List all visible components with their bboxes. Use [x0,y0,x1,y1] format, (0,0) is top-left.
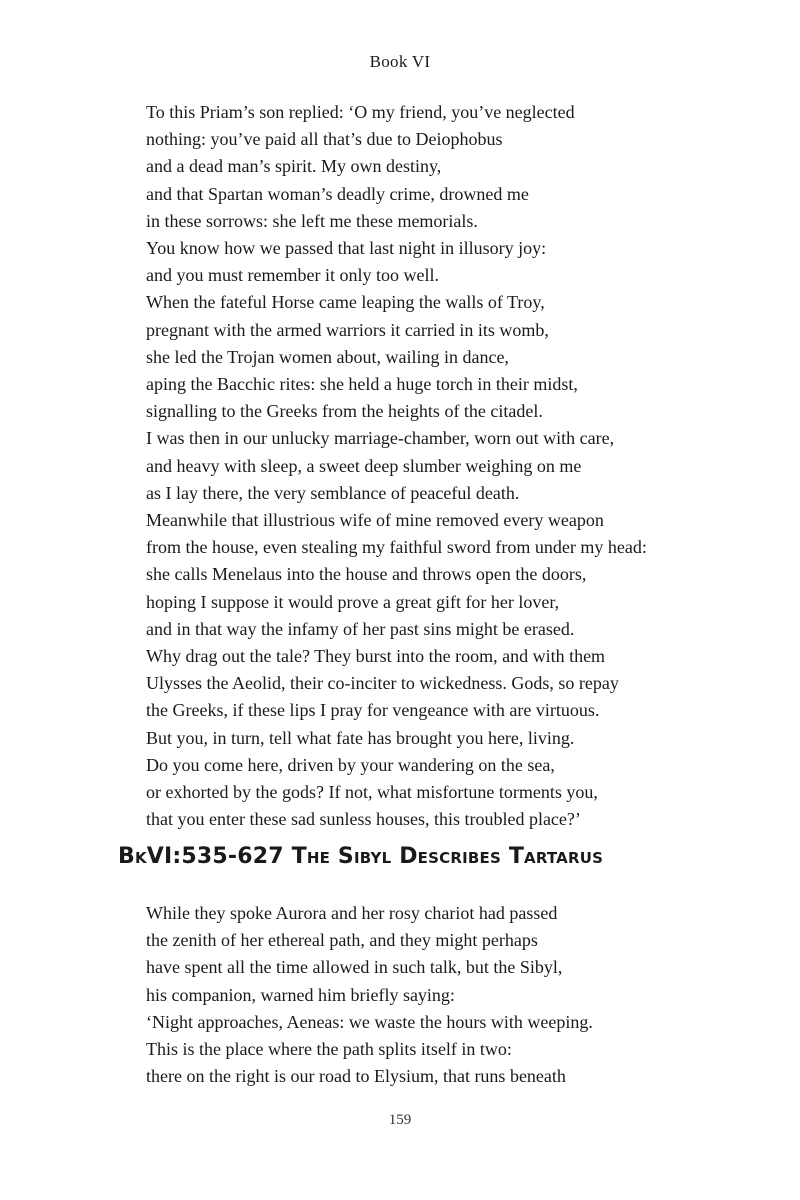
verse-line: and you must remember it only too well. [146,265,439,286]
verse-line: there on the right is our road to Elysium, that runs beneath [146,1066,566,1087]
verse-line: the Greeks, if these lips I pray for vengeance with are virtuous. [146,700,600,721]
verse-line: and in that way the infamy of her past sins might be erased. [146,618,575,639]
verse-line: she led the Trojan women about, wailing in dance, [146,346,509,367]
verse-line: I was then in our unlucky marriage-chamber, worn out with care, [146,428,615,449]
verse-line: But you, in turn, tell what fate has brought you here, living. [146,727,575,748]
verse-line: and heavy with sleep, a sweet deep slumber weighing on me [146,455,582,476]
verse-line: in these sorrows: she left me these memorials. [146,210,478,231]
verse-line: When the fateful Horse came leaping the walls of Troy, [146,292,545,313]
verse-line: While they spoke Aurora and her rosy chariot had passed [146,903,558,923]
verse-line: Ulysses the Aeolid, their co-inciter to wickedness. Gods, so repay [146,673,619,694]
running-head: Book VI [369,52,431,71]
verse-line: have spent all the time allowed in such talk, but the Sibyl, [146,957,563,978]
verse-line: aping the Bacchic rites: she held a huge torch in their midst, [146,374,578,395]
verse-line: pregnant with the armed warriors it carried in its womb, [146,319,549,340]
verse-block-2 [146,900,766,1090]
verse-line: and that Spartan woman’s deadly crime, drowned me [146,183,529,204]
verse-line: the zenith of her ethereal path, and they might perhaps [146,930,538,951]
verse-line: that you enter these sad sunless houses, this troubled place?’ [146,809,581,830]
verse-line: Do you come here, driven by your wandering on the sea, [146,754,555,775]
verse-line: Meanwhile that illustrious wife of mine removed every weapon [146,510,604,531]
verse-block-1 [146,99,766,833]
verse-line: nothing: you’ve paid all that’s due to Deiophobus [146,129,503,150]
verse-line: as I lay there, the very semblance of peaceful death. [146,482,520,503]
verse-line: and a dead man’s spirit. My own destiny, [146,156,442,177]
verse-line: or exhorted by the gods? If not, what misfortune torments you, [146,782,598,803]
verse-line: To this Priam’s son replied: ‘O my friend, you’ve neglected [146,102,575,122]
verse-line: signalling to the Greeks from the heights of the citadel. [146,401,543,422]
verse-line: This is the place where the path splits itself in two: [146,1039,512,1060]
verse-line: from the house, even stealing my faithful sword from under my head: [146,537,647,558]
page-number: 159 [388,1112,412,1128]
section-heading: BkVI:535-627 The Sibyl Describes Tartarus [118,844,604,869]
verse-line: she calls Menelaus into the house and throws open the doors, [146,564,587,585]
verse-line: hoping I suppose it would prove a great gift for her lover, [146,591,560,612]
verse-line: You know how we passed that last night in illusory joy: [146,238,547,259]
verse-line: ‘Night approaches, Aeneas: we waste the hours with weeping. [146,1011,593,1032]
verse-line: his companion, warned him briefly saying: [146,984,455,1005]
verse-line: Why drag out the tale? They burst into the room, and with them [146,646,606,667]
